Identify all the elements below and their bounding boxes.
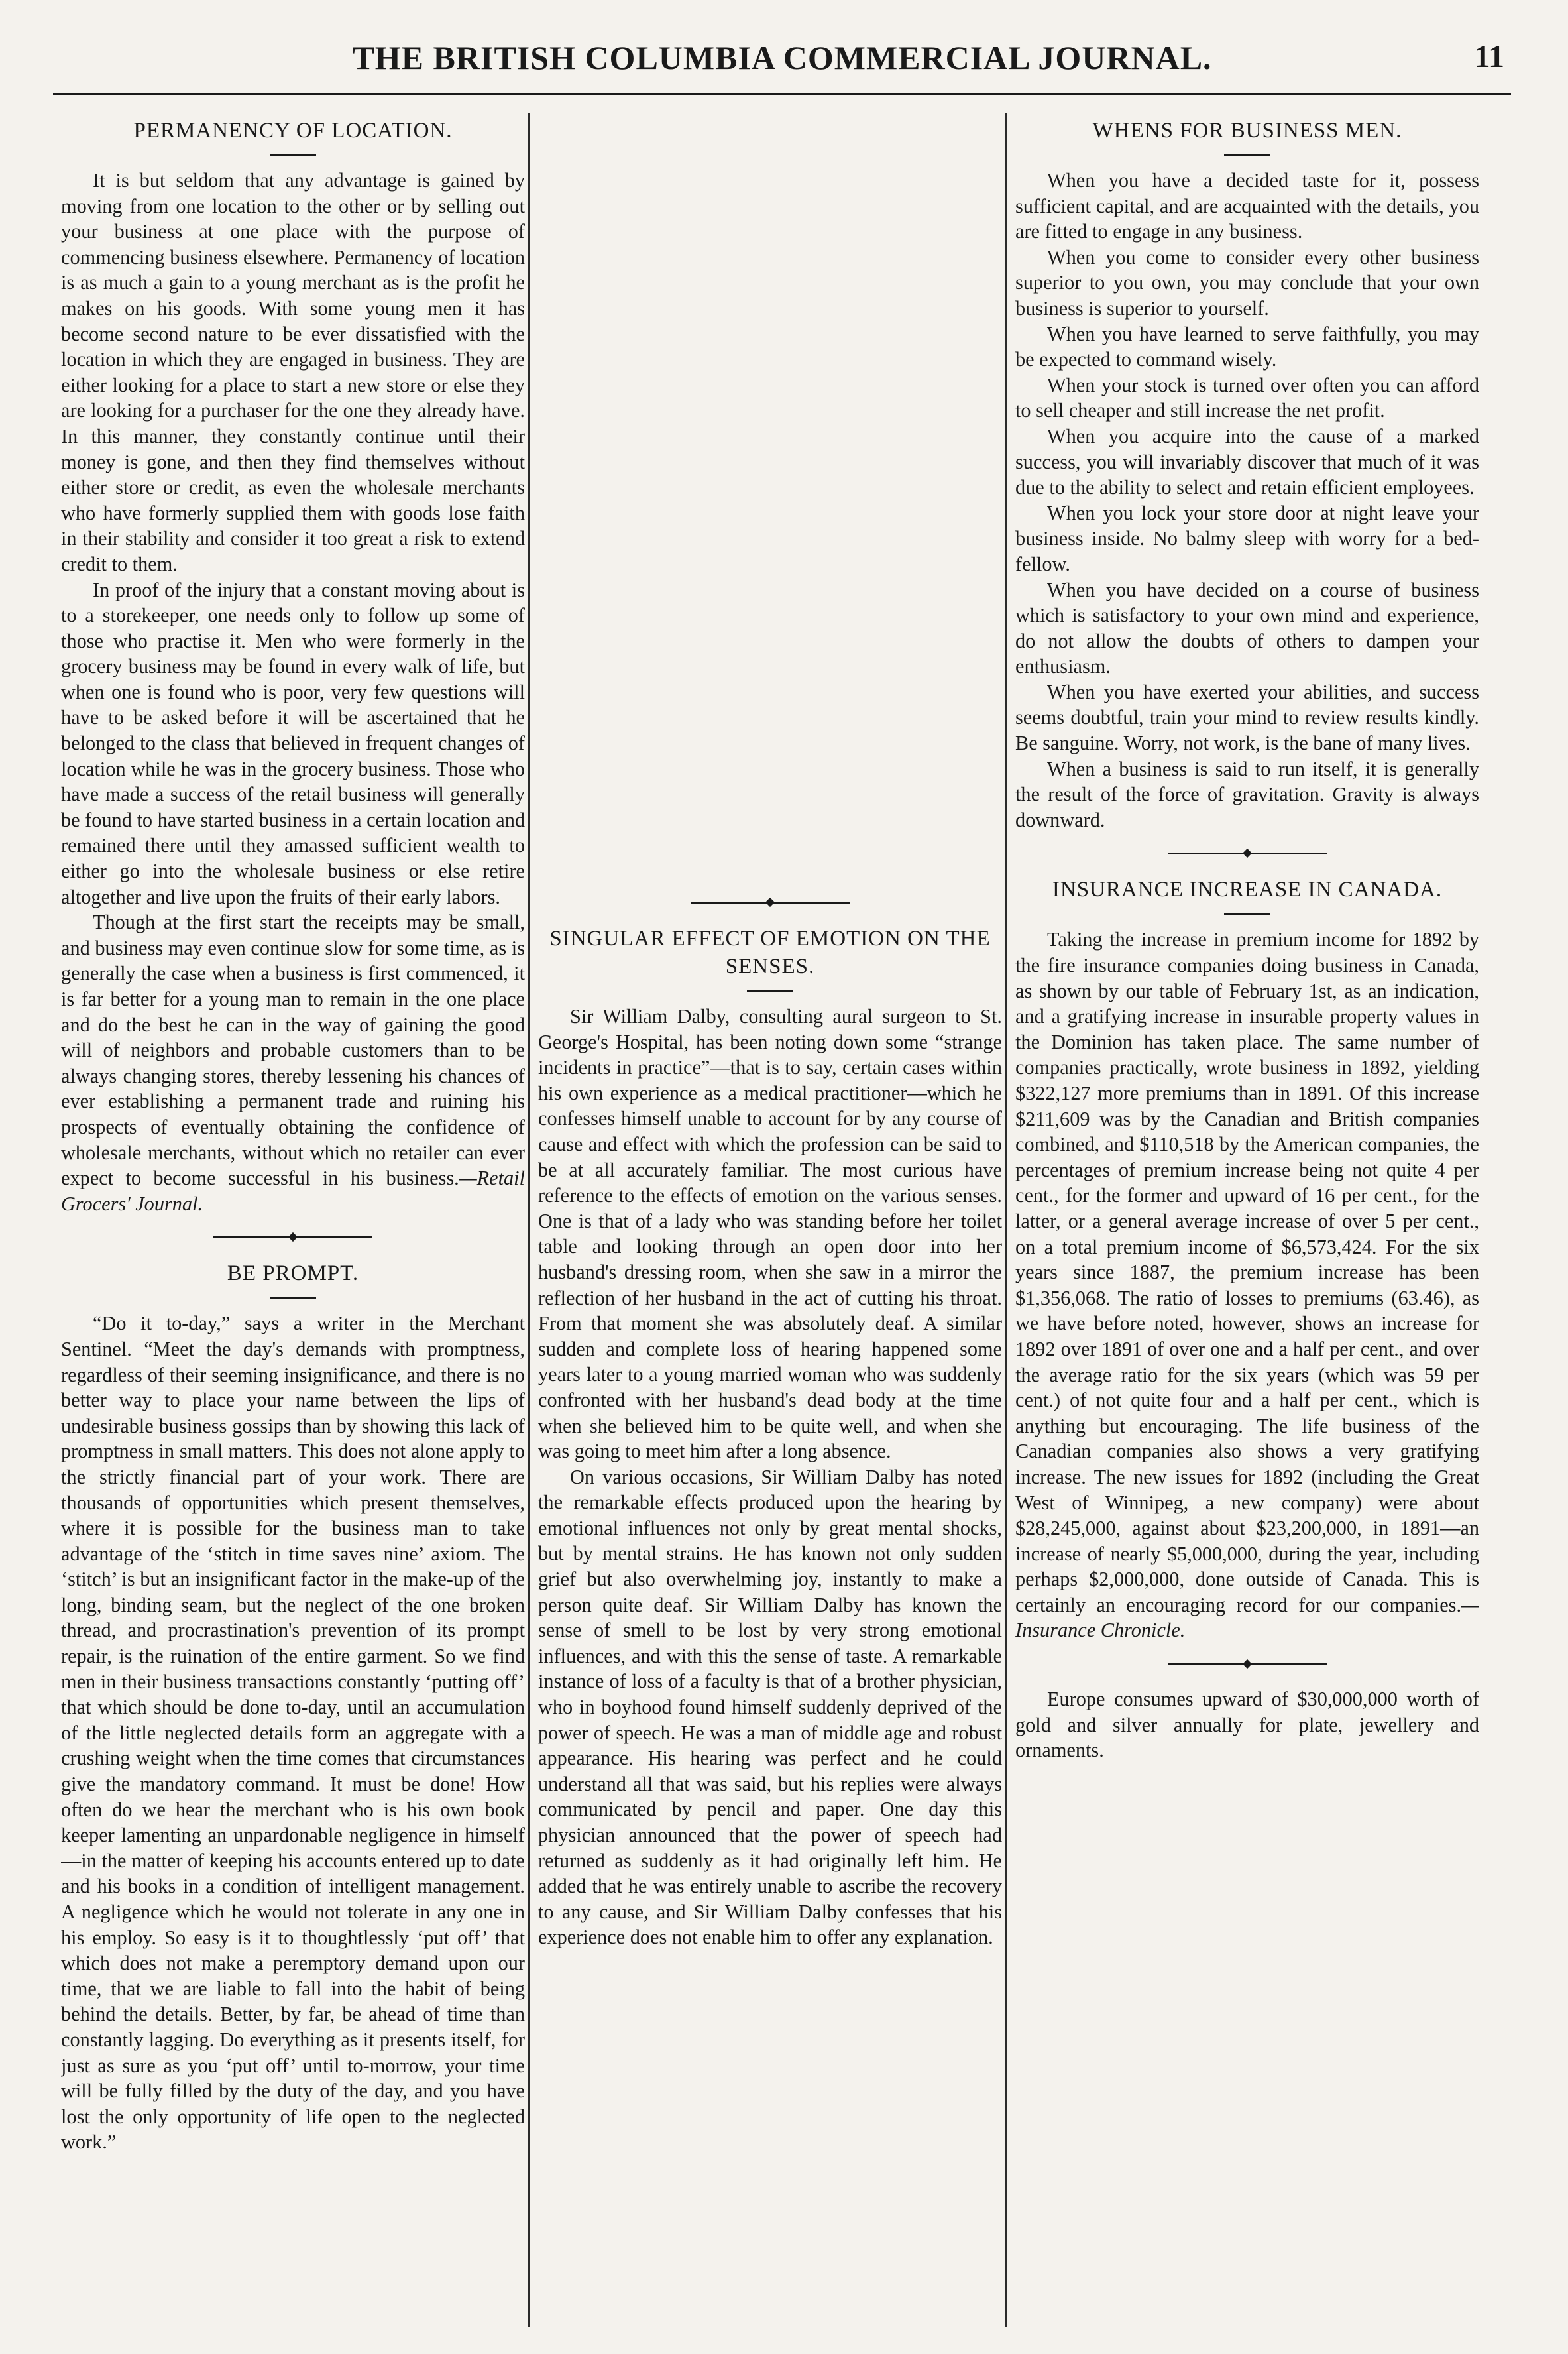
page-number: 11: [1474, 39, 1504, 74]
article-paragraph: “Do it to-day,” says a writer in the Merchant Sentinel. “Meet the day's demands with promptness, regardless of their seeming insignificance, and there is no better way to place your name between the lips of undesirable business gossips than by showing this lack of promptness in small matters. This does not alone apply to the strictly financial part of your work. There are thousands of opportunities which present themselves, where it is possible for the business man to take advantage of the ‘stitch in time saves nine’ axiom. The ‘stitch’ is but an insignificant factor in the make-up of the long, binding seam, but the neglect of the one broken thread, and procrastination's prevention of its prompt repair, is the ruination of the entire garment. So we find men in their business transactions constantly ‘putting off’ that which should be done to-day, until an accumulation of the little neglected details form an aggregate with a crushing weight when the time comes that circumstances give the mandatory command. It must be done! How often do we hear the merchant who is his own book keeper lamenting an unpardonable negligence in himself—in the matter of keeping his accounts entered up to date and his books in a condition of intelligent management. A negligence which he would not tolerate in any one in his employ. So easy is it to thoughtlessly ‘put off’ that which does not make a peremptory demand upon our time, that we are liable to fall into the habit of being behind the details. Better, by far, be ahead of time than constantly lagging. Do everything as it presents itself, for just as sure as you ‘put off’ until to-morrow, your time will be fully filled by the duty of the day, and you have lost the only opportunity of life open to the neglected work.”: [61, 1312, 525, 2154]
article-title-be-prompt: BE PROMPT.: [227, 1262, 359, 1286]
list-item: When you acquire into the cause of a marked success, you will invariably discover that much of it was due to the ability to select and retain efficient employees.: [1015, 424, 1479, 499]
list-item: When you have decided on a course of business which is satisfactory to your own mind and experience, do not allow the doubts of others to dampen your enthusiasm.: [1015, 578, 1479, 678]
article-source: —Insurance Chronicle.: [1015, 1593, 1479, 1642]
list-item: When you have a decided taste for it, possess sufficient capital, and are acquainted with the details, you are fitted to engage in any business.: [1015, 169, 1479, 243]
article-paragraph: It is but seldom that any advantage is gained by moving from one location to the other or by selling out your business at one place with the purpose of commencing business elsewhere. Permanency of location is as much a gain to a young merchant as is the profit he makes on his goods. With some young men it has become second nature to be ever dissatisfied with the location in which they are engaged in business. They are either looking for a place to start a new store or else they are looking for a purchaser for the one they already have. In this manner, they constantly continue until their money is gone, and then they find themselves without either store or credit, as even the wholesale merchants who have formerly supplied them with goods lose faith in their stability and consider it too great a risk to extend credit to them.: [61, 169, 525, 575]
article-paragraph: Europe consumes upward of $30,000,000 worth of gold and silver annually for plate, jewellery and ornaments.: [1015, 1688, 1479, 1762]
title-dash: [270, 1297, 316, 1299]
article-title-permanency: PERMANENCY OF LOCATION.: [133, 119, 453, 143]
title-dash: [1224, 154, 1270, 156]
section-separator: [1168, 853, 1327, 854]
article-title-insurance: INSURANCE INCREASE IN CANADA.: [1052, 878, 1443, 902]
column-2: [538, 113, 1002, 2314]
list-item: When you have exerted your abilities, and success seems doubtful, train your mind to review results kindly. Be sanguine. Worry, not work, is the bane of many lives.: [1015, 680, 1479, 755]
list-item: When you come to consider every other business superior to you own, you may conclude that your own business is superior to yourself.: [1015, 245, 1479, 320]
article-paragraph-text: Taking the increase in premium income for 1892 by the fire insurance companies doing business in Canada, as shown by our table of February 1st, as an indication, and a gratifying increase in insurable property values in the Dominion has taken place. The same number of companies practically, wrote business in 1892, yielding $322,127 more premiums than in 1891. Of this increase $211,609 was by the Canadian and British companies combined, and $110,518 by the American companies, the percentages of premium increase being not quite 4 per cent., for the former and upward of 16 per cent., for the latter, or a general average increase of over 5 per cent., on a total premium income of $6,573,424. For the six years since 1887, the premium increase has been $1,356,068. The ratio of losses to premiums (63.46), as we have before noted, however, shows an increase for 1892 over 1891 of over one and a half per cent., and over the average ratio for the six years (which was 59 per cent.) of not quite four and a half per cent., which is anything but encouraging. The life business of the Canadian companies also shows a very gratifying increase. The new issues for 1892 (including the Great West of Winnipeg, a new company) were about $28,245,000, against about $23,200,000, in 1891—an increase of nearly $5,000,000, during the year, including perhaps $2,000,000, done outside of Canada. This is certainly an encouraging record for our companies.: [1015, 928, 1479, 1616]
article-source: —Retail Grocers' Journal.: [61, 1167, 525, 1215]
section-separator: [1168, 1663, 1327, 1665]
column-rule-left: [528, 113, 530, 2327]
article-paragraph: [61, 910, 525, 1216]
title-dash: [747, 990, 793, 992]
article-paragraph: [1015, 927, 1479, 1643]
list-item: When a business is said to run itself, it is generally the result of the force of gravitation. Gravity is always downward.: [1015, 757, 1479, 831]
title-dash: [1224, 913, 1270, 915]
title-dash: [270, 154, 316, 156]
column-3: [1015, 113, 1479, 2314]
article-paragraph-text: Though at the first start the receipts may be small, and business may even continue slow for some time, as is generally the case when a business is first commenced, it is far better for a young man to remain in the one place and do the best he can in the way of gaining the good will of neighbors and probable customers than to be always changing stores, thereby lessening his chances of ever establishing a permanent trade and ruining his prospects of eventually obtaining the confidence of wholesale merchants, without which no retailer can ever expect to become successful in his business.: [61, 911, 525, 1190]
column-rule-right: [1005, 113, 1007, 2327]
masthead: [53, 0, 1511, 95]
article-title-whens: WHENS FOR BUSINESS MEN.: [1092, 119, 1402, 143]
section-separator: [213, 1236, 372, 1238]
journal-title: THE BRITISH COLUMBIA COMMERCIAL JOURNAL.: [352, 39, 1212, 76]
article-title-emotion: SINGULAR EFFECT OF EMOTION ON THE SENSES.: [549, 927, 991, 978]
list-item: When your stock is turned over often you can afford to sell cheaper and still increase the net profit.: [1015, 373, 1479, 422]
section-separator: [691, 902, 850, 904]
article-paragraph: Sir William Dalby, consulting aural surgeon to St. George's Hospital, has been noting down some “strange incidents in practice”—that is to say, certain cases within his own experience as a medical practitioner—which he confesses himself unable to account for by any course of cause and effect with which the profession can be said to be at all accurately familiar. The most curious have reference to the effects of emotion on the various senses. One is that of a lady who was standing before her toilet table and looking through an open door into her husband's dressing room, when she saw in a mirror the reflection of her husband in the act of cutting his throat. From that moment she was absolutely deaf. A similar sudden and complete loss of hearing happened some years later to a young married woman who was suddenly confronted with her husband's dead body at the time when she believed him to be quite well, and when she was going to meet him after a long absence.: [538, 1005, 1002, 1463]
article-paragraph: On various occasions, Sir William Dalby has noted the remarkable effects produced upon the hearing by emotional influences not only by great mental shocks, but by mental strains. He has known not only sudden grief but also overwhelming joy, instantly to make a person quite deaf. Sir William Dalby has known the sense of smell to be lost by very strong emotional influences, and with this the sense of taste. A remarkable instance of loss of a faculty is that of a brother physician, who in boyhood found himself suddenly deprived of the power of speech. He was a man of middle age and robust appearance. His hearing was perfect and he could understand all that was said, but his replies were always communicated by pencil and paper. One day this physician announced that the power of speech had returned as suddenly as it had originally left him. He added that he was entirely unable to ascribe the recovery to any cause, and Sir William Dalby confesses that his experience does not enable him to offer any explanation.: [538, 1465, 1002, 1949]
column-1: [61, 113, 525, 2314]
article-paragraph: In proof of the injury that a constant moving about is to a storekeeper, one needs only to follow up some of those who practise it. Men who were formerly in the grocery business may be found in every walk of life, but when one is found who is poor, very few questions will have to be asked before it will be ascertained that he belonged to the class that believed in frequent changes of location while he was in the grocery business. Those who have made a success of the retail business will generally be found to have started business in a certain location and remained there until they amassed sufficient wealth to either go into the wholesale business or else retire altogether and live upon the fruits of their early labors.: [61, 578, 525, 908]
prompt-continuation-space: [538, 113, 1002, 882]
list-item: When you lock your store door at night leave your business inside. No balmy sleep with worry for a bed-fellow.: [1015, 501, 1479, 575]
list-item: When you have learned to serve faithfully, you may be expected to command wisely.: [1015, 322, 1479, 371]
